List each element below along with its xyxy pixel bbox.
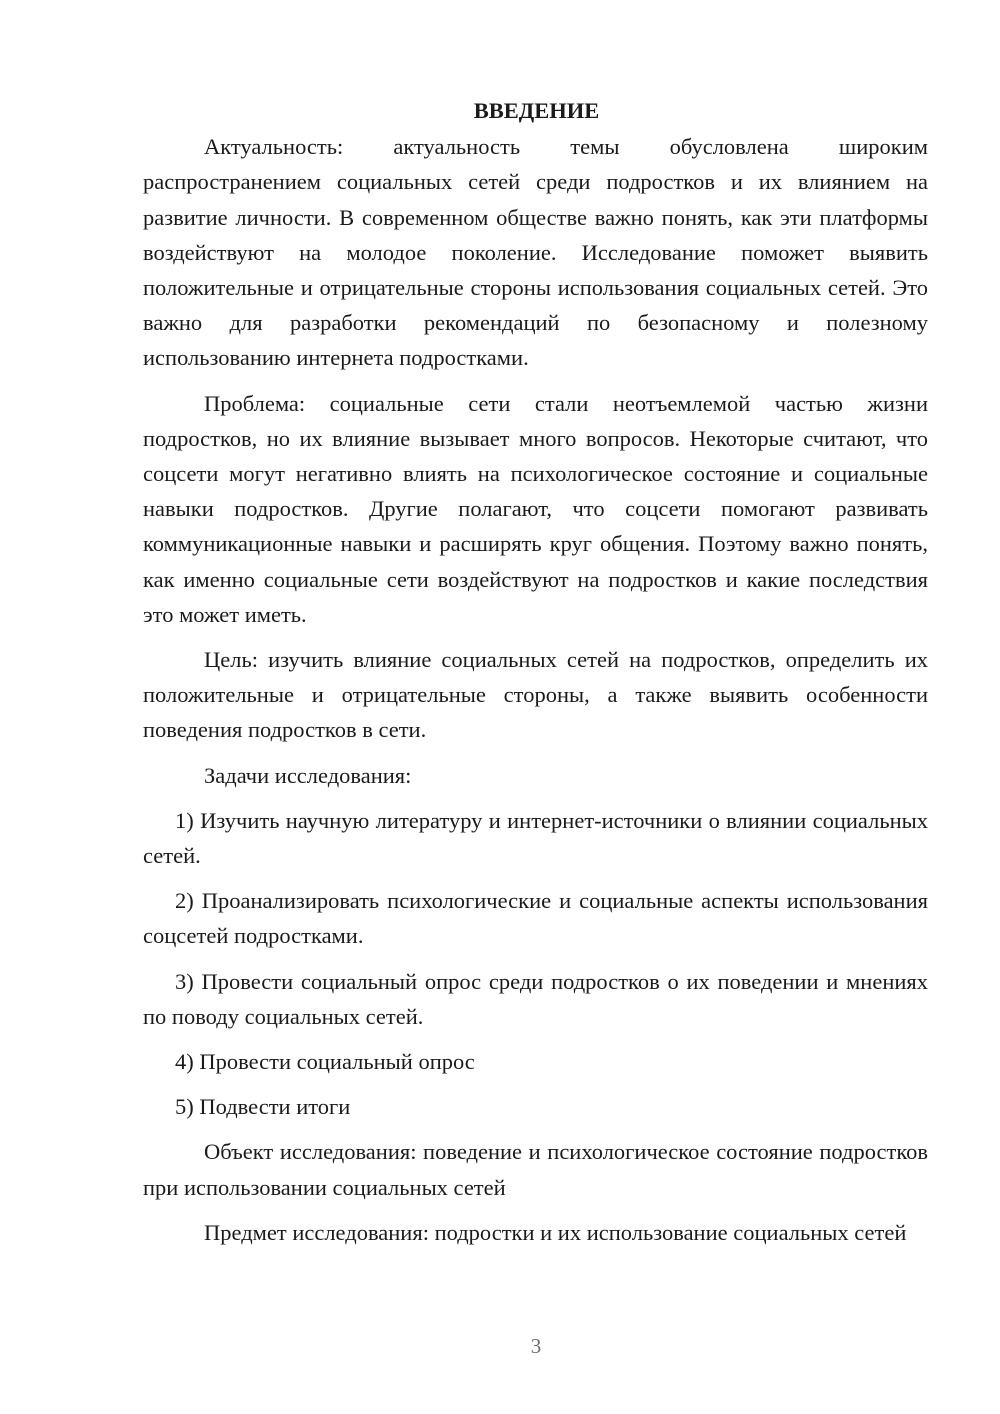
page-content <box>143 93 928 1250</box>
paragraph-relevance: Актуальность: актуальность темы обусловлена широким распространением социальных сетей среди подростков и их влиянием на развитие личности. В современном обществе важно понять, как эти платформы воздействуют на молодое поколение. Исследование поможет выявить положительные и отрицательные стороны использования социальных сетей. Это важно для разработки рекомендаций по безопасному и полезному использованию интернета подростками. <box>143 134 928 371</box>
task-item-1: 1) Изучить научную литературу и интернет-источники о влиянии социальных сетей. <box>143 807 928 869</box>
task-item-4: 4) Провести социальный опрос <box>175 1049 475 1075</box>
tasks-heading: Задачи исследования: <box>204 762 412 788</box>
task-item-5: 5) Подвести итоги <box>175 1094 351 1120</box>
paragraph-goal: Цель: изучить влияние социальных сетей на подростков, определить их положительные и отрицательные стороны, а также выявить особенности поведения подростков в сети. <box>143 647 928 743</box>
page-number: 3 <box>530 1334 542 1358</box>
paragraph-subject: Предмет исследования: подростки и их использование социальных сетей <box>204 1219 907 1245</box>
task-item-2: 2) Проанализировать психологические и социальные аспекты использования соцсетей подростками. <box>143 888 928 949</box>
page-title: ВВЕДЕНИЕ <box>473 98 600 123</box>
paragraph-object: Объект исследования: поведение и психологическое состояние подростков при использовании социальных сетей <box>143 1139 928 1200</box>
task-item-3: 3) Провести социальный опрос среди подростков о их поведении и мнениях по поводу социальных сетей. <box>143 968 928 1029</box>
paragraph-problem: Проблема: социальные сети стали неотъемлемой частью жизни подростков, но их влияние вызывает много вопросов. Некоторые считают, что соцсети могут негативно влиять на психологическое состояние и социальные навыки подростков. Другие полагают, что соцсети помогают развивать коммуникационные навыки и расширять круг общения. Поэтому важно понять, как именно социальные сети воздействуют на подростков и какие последствия это может иметь. <box>143 390 928 627</box>
